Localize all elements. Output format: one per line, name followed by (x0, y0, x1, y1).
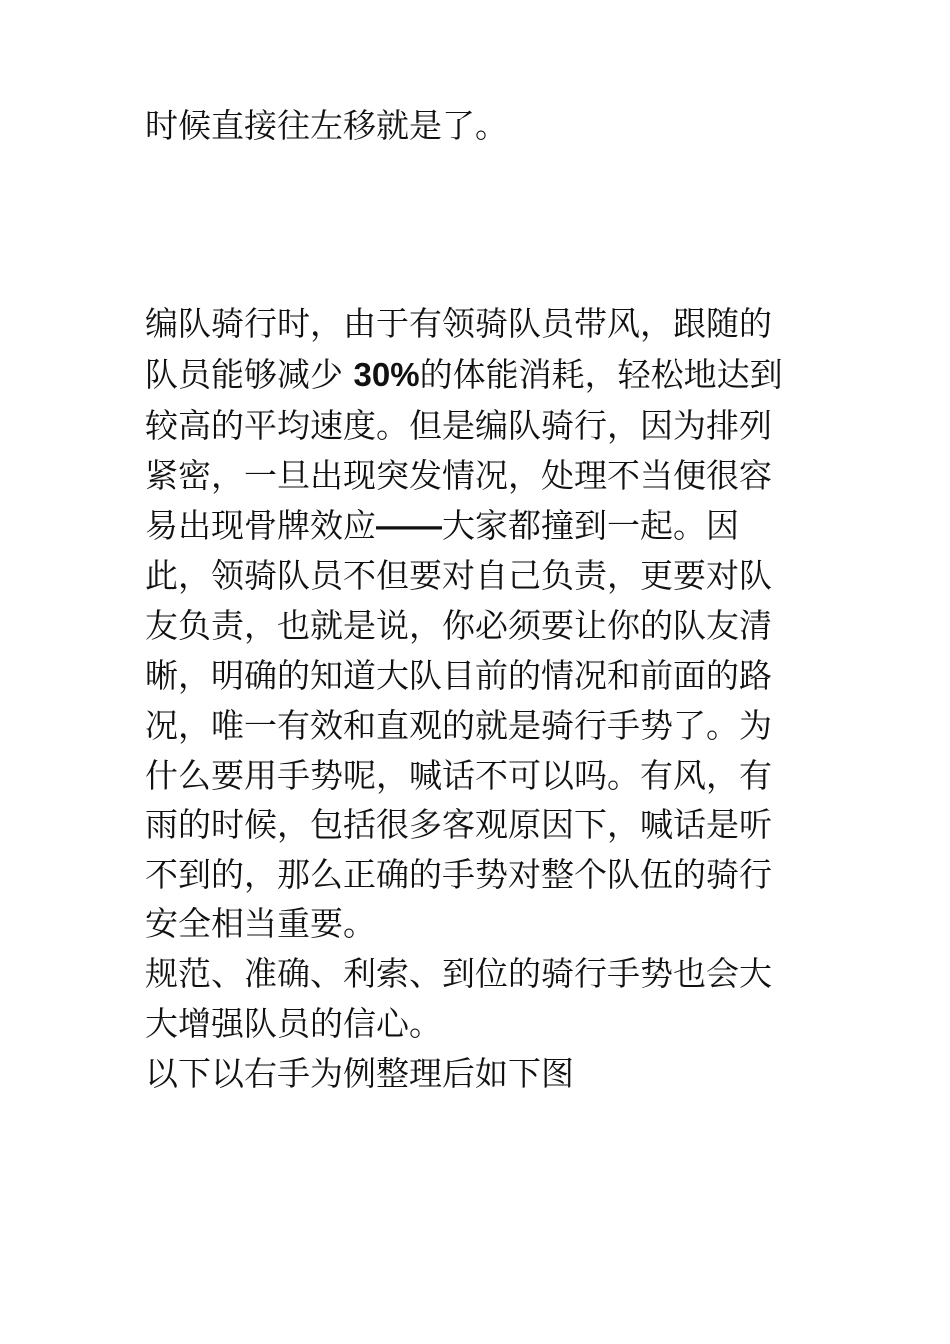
paragraph-line: 此，领骑队员不但要对自己负责，更要对队 (145, 556, 772, 595)
intro-line: 时候直接往左移就是了。 (145, 106, 508, 145)
paragraph-line: 况，唯一有效和直观的就是骑行手势了。为 (145, 706, 772, 745)
em-dash: —— (376, 507, 442, 544)
paragraph-line: 雨的时候，包括很多客观原因下，喊话是听 (145, 805, 772, 844)
paragraph-line: 友负责，也就是说，你必须要让你的队友清 (145, 606, 772, 645)
paragraph-line (145, 351, 825, 399)
paragraph-line: 较高的平均速度。但是编队骑行，因为排列 (145, 406, 772, 445)
paragraph-line: 大增强队员的信心。 (145, 1004, 442, 1043)
paragraph-line: 不到的，那么正确的手势对整个队伍的骑行 (145, 855, 772, 894)
text-run: 的体能消耗，轻松地达到 (419, 355, 783, 394)
text-run: 大家都撞到一起。因 (442, 506, 739, 545)
paragraph-line (145, 502, 825, 550)
paragraph-line: 紧密，一旦出现突发情况，处理不当便很容 (145, 456, 772, 495)
paragraph-line: 什么要用手势呢，喊话不可以吗。有风，有 (145, 756, 772, 795)
paragraph-line: 编队骑行时，由于有领骑队员带风，跟随的 (145, 304, 772, 343)
paragraph-line: 安全相当重要。 (145, 904, 376, 943)
bold-percentage: 30% (353, 356, 420, 393)
paragraph-line: 以下以右手为例整理后如下图 (145, 1054, 574, 1093)
text-run: 易出现骨牌效应 (145, 506, 376, 545)
paragraph-line: 规范、准确、利索、到位的骑行手势也会大 (145, 954, 772, 993)
paragraph-line: 晰，明确的知道大队目前的情况和前面的路 (145, 656, 772, 695)
text-run: 队员能够减少 (145, 355, 354, 394)
